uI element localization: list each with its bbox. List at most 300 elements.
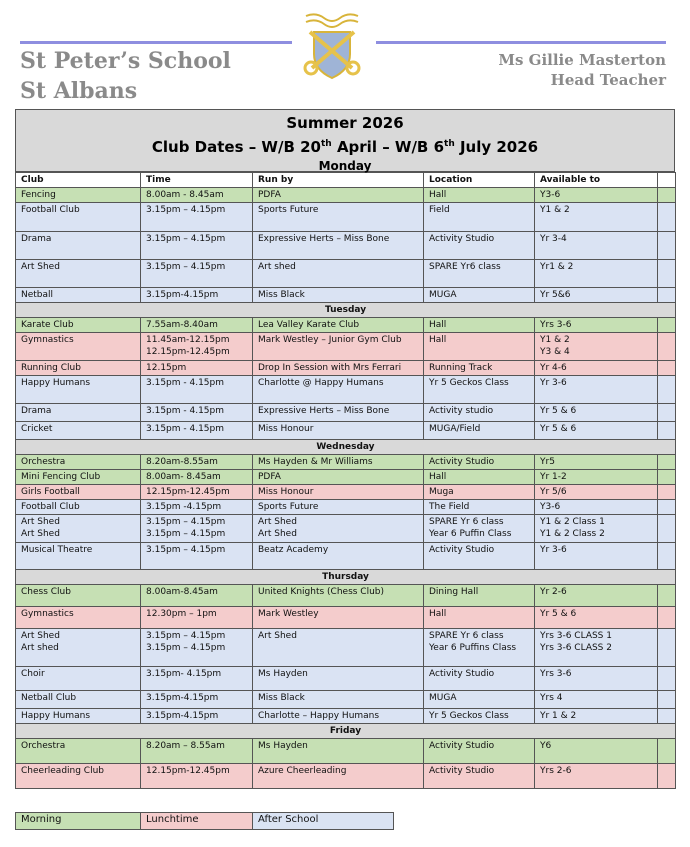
day-name: Thursday	[16, 570, 676, 585]
column-header: Location	[424, 173, 535, 188]
cell-blank	[658, 500, 676, 515]
school-name-line2: St Albans	[20, 78, 138, 104]
day-header-row	[16, 303, 676, 318]
legend-after-school: After School	[253, 813, 394, 830]
cell-loc	[424, 543, 535, 570]
cell-avail	[535, 607, 658, 629]
time-text: 8.00am - 8.45am	[146, 190, 224, 200]
cell-blank	[658, 764, 676, 789]
run-text: Miss Honour	[258, 424, 314, 434]
club-row	[16, 404, 676, 422]
avail-text: Yrs 3-6	[540, 320, 572, 330]
cell-club	[16, 260, 141, 288]
time-text: 3.15pm – 4.15pm	[146, 205, 226, 215]
cell-run	[253, 629, 424, 667]
club-row	[16, 188, 676, 203]
cell-time	[141, 709, 253, 724]
club-row	[16, 667, 676, 691]
club-row	[16, 485, 676, 500]
cell-avail	[535, 764, 658, 789]
cell-club	[16, 709, 141, 724]
club-row	[16, 376, 676, 404]
cell-run	[253, 585, 424, 607]
cell-avail	[535, 739, 658, 764]
cell-run	[253, 232, 424, 260]
cell-club	[16, 543, 141, 570]
run-text: Beatz Academy	[258, 545, 329, 555]
loc-text: Field	[429, 205, 450, 215]
club-text: Happy Humans	[21, 378, 91, 388]
club-text: Art Shed	[21, 262, 60, 272]
time-text: 3.15pm – 4.15pm	[146, 262, 226, 272]
club-text: Gymnastics	[21, 335, 74, 345]
column-header: Club	[16, 173, 141, 188]
run-text: PDFA	[258, 472, 281, 482]
cell-club	[16, 470, 141, 485]
cell-avail	[535, 232, 658, 260]
cell-avail	[535, 455, 658, 470]
cell-loc	[424, 607, 535, 629]
club-text: Football Club	[21, 502, 80, 512]
avail-text: Yr 5 & 6	[540, 424, 577, 434]
cell-loc	[424, 739, 535, 764]
cell-club	[16, 585, 141, 607]
avail-text: Y1 & 2 Class 2	[540, 529, 605, 539]
cell-club	[16, 607, 141, 629]
cell-club	[16, 629, 141, 667]
legend-table	[15, 812, 394, 830]
run-text: Ms Hayden & Mr Williams	[258, 457, 373, 467]
cell-blank	[658, 607, 676, 629]
loc-text: Year 6 Puffins Class	[429, 643, 517, 653]
cell-club	[16, 485, 141, 500]
cell-club	[16, 333, 141, 361]
cell-time	[141, 470, 253, 485]
cell-blank	[658, 232, 676, 260]
cell-time	[141, 203, 253, 232]
schedule-title	[15, 109, 675, 172]
legend-lunchtime: Lunchtime	[141, 813, 253, 830]
head-teacher-name: Ms Gillie Masterton	[498, 51, 666, 69]
time-text: 3.15pm - 4.15pm	[146, 424, 225, 434]
cell-club	[16, 515, 141, 543]
cell-blank	[658, 691, 676, 709]
legend	[15, 812, 394, 830]
cell-avail	[535, 667, 658, 691]
cell-run	[253, 203, 424, 232]
cell-blank	[658, 485, 676, 500]
cell-club	[16, 288, 141, 303]
run-text: Mark Westley	[258, 609, 319, 619]
cell-avail	[535, 691, 658, 709]
run-text: United Knights (Chess Club)	[258, 587, 385, 597]
cell-run	[253, 288, 424, 303]
club-text: Choir	[21, 669, 45, 679]
avail-text: Yr 5 & 6	[540, 609, 577, 619]
cell-loc	[424, 629, 535, 667]
cell-avail	[535, 485, 658, 500]
cell-blank	[658, 260, 676, 288]
time-text: 3.15pm -4.15pm	[146, 502, 222, 512]
day-name: Wednesday	[16, 440, 676, 455]
cell-blank	[658, 667, 676, 691]
club-row	[16, 607, 676, 629]
loc-text: Muga	[429, 487, 454, 497]
cell-loc	[424, 318, 535, 333]
club-row	[16, 232, 676, 260]
avail-text: Y3-6	[540, 190, 561, 200]
cell-time	[141, 691, 253, 709]
avail-text: Y1 & 2	[540, 205, 570, 215]
cell-loc	[424, 333, 535, 361]
cell-loc	[424, 691, 535, 709]
cell-loc	[424, 404, 535, 422]
cell-run	[253, 333, 424, 361]
cell-blank	[658, 515, 676, 543]
club-text: Cricket	[21, 424, 53, 434]
club-text: Drama	[21, 406, 52, 416]
club-text: Art Shed	[21, 631, 60, 641]
cell-run	[253, 404, 424, 422]
run-text: Art Shed	[258, 517, 297, 527]
club-text: Girls Football	[21, 487, 80, 497]
run-text: Charlotte @ Happy Humans	[258, 378, 384, 388]
club-row	[16, 500, 676, 515]
cell-time	[141, 376, 253, 404]
cell-time	[141, 404, 253, 422]
club-text: Netball Club	[21, 693, 77, 703]
loc-text: Activity Studio	[429, 766, 495, 776]
school-name	[20, 46, 231, 106]
avail-text: Y1 & 2 Class 1	[540, 517, 605, 527]
cell-club	[16, 232, 141, 260]
time-text: 3.15pm – 4.15pm	[146, 517, 226, 527]
time-text: 7.55am-8.40am	[146, 320, 218, 330]
time-text: 3.15pm – 4.15pm	[146, 631, 226, 641]
club-row	[16, 585, 676, 607]
cell-run	[253, 485, 424, 500]
club-row	[16, 739, 676, 764]
cell-avail	[535, 260, 658, 288]
cell-avail	[535, 585, 658, 607]
time-text: 12.15pm-12.45pm	[146, 487, 230, 497]
avail-text: Y3-6	[540, 502, 561, 512]
cell-time	[141, 667, 253, 691]
cell-time	[141, 500, 253, 515]
cell-time	[141, 629, 253, 667]
cell-run	[253, 691, 424, 709]
loc-text: Hall	[429, 609, 447, 619]
cell-run	[253, 361, 424, 376]
cell-avail	[535, 500, 658, 515]
club-text: Art shed	[21, 643, 59, 653]
cell-club	[16, 318, 141, 333]
cell-club	[16, 188, 141, 203]
time-text: 12.15pm-12.45pm	[146, 347, 230, 357]
avail-text: Y6	[540, 741, 552, 751]
avail-text: Yr1 & 2	[540, 262, 574, 272]
cell-run	[253, 188, 424, 203]
cell-run	[253, 455, 424, 470]
avail-text: Yr 1 & 2	[540, 711, 577, 721]
avail-text: Yr 1-2	[540, 472, 567, 482]
run-text: Art Shed	[258, 631, 297, 641]
loc-text: Dining Hall	[429, 587, 479, 597]
club-text: Chess Club	[21, 587, 71, 597]
cell-blank	[658, 585, 676, 607]
loc-text: Activity Studio	[429, 545, 495, 555]
run-text: Expressive Herts – Miss Bone	[258, 406, 390, 416]
run-text: PDFA	[258, 190, 281, 200]
club-row	[16, 422, 676, 440]
club-text: Gymnastics	[21, 609, 74, 619]
club-row	[16, 333, 676, 361]
cell-time	[141, 455, 253, 470]
loc-text: Hall	[429, 190, 447, 200]
cell-loc	[424, 515, 535, 543]
club-row	[16, 709, 676, 724]
cell-blank	[658, 203, 676, 232]
time-text: 3.15pm- 4.15pm	[146, 669, 222, 679]
run-text: Mark Westley – Junior Gym Club	[258, 335, 402, 345]
cell-club	[16, 739, 141, 764]
cell-run	[253, 422, 424, 440]
cell-loc	[424, 709, 535, 724]
cell-avail	[535, 709, 658, 724]
time-text: 3.15pm – 4.15pm	[146, 643, 226, 653]
club-row	[16, 318, 676, 333]
club-row	[16, 361, 676, 376]
avail-text: Yr 5/6	[540, 487, 567, 497]
cell-run	[253, 764, 424, 789]
day-header-row	[16, 724, 676, 739]
time-text: 3.15pm-4.15pm	[146, 711, 219, 721]
cell-blank	[658, 361, 676, 376]
club-text: Cheerleading Club	[21, 766, 105, 776]
dates-part-c: July 2026	[454, 138, 539, 156]
cell-run	[253, 318, 424, 333]
cell-loc	[424, 260, 535, 288]
cell-club	[16, 422, 141, 440]
day-name: Friday	[16, 724, 676, 739]
cell-club	[16, 404, 141, 422]
club-schedule	[15, 109, 675, 789]
cell-blank	[658, 376, 676, 404]
dates-part-b: April – W/B 6	[331, 138, 445, 156]
avail-text: Yr 5&6	[540, 290, 571, 300]
time-text: 8.00am- 8.45am	[146, 472, 221, 482]
cell-avail	[535, 361, 658, 376]
club-text: Netball	[21, 290, 54, 300]
club-row	[16, 455, 676, 470]
cell-time	[141, 485, 253, 500]
time-text: 3.15pm-4.15pm	[146, 290, 219, 300]
loc-text: Activity Studio	[429, 741, 495, 751]
cell-loc	[424, 667, 535, 691]
avail-text: Yr 5 & 6	[540, 406, 577, 416]
cell-club	[16, 203, 141, 232]
column-header-row	[16, 173, 676, 188]
cell-avail	[535, 470, 658, 485]
cell-blank	[658, 739, 676, 764]
cell-time	[141, 515, 253, 543]
cell-avail	[535, 318, 658, 333]
cell-club	[16, 667, 141, 691]
run-text: Charlotte – Happy Humans	[258, 711, 380, 721]
header-rule-right	[376, 41, 666, 44]
time-text: 3.15pm – 4.15pm	[146, 529, 226, 539]
club-text: Art Shed	[21, 529, 60, 539]
loc-text: Activity Studio	[429, 669, 495, 679]
cell-avail	[535, 288, 658, 303]
cell-loc	[424, 585, 535, 607]
time-text: 8.00am-8.45am	[146, 587, 218, 597]
cell-avail	[535, 629, 658, 667]
club-text: Happy Humans	[21, 711, 91, 721]
club-text: Karate Club	[21, 320, 74, 330]
club-text: Art Shed	[21, 517, 60, 527]
run-text: Art shed	[258, 262, 296, 272]
run-text: Art Shed	[258, 529, 297, 539]
time-text: 8.20am – 8.55am	[146, 741, 225, 751]
cell-avail	[535, 188, 658, 203]
loc-text: The Field	[429, 502, 470, 512]
cell-time	[141, 764, 253, 789]
club-text: Running Club	[21, 363, 81, 373]
cell-loc	[424, 485, 535, 500]
run-text: Expressive Herts – Miss Bone	[258, 234, 390, 244]
avail-text: Yr 2-6	[540, 587, 567, 597]
loc-text: Yr 5 Geckos Class	[429, 711, 509, 721]
run-text: Ms Hayden	[258, 741, 308, 751]
cell-time	[141, 607, 253, 629]
time-text: 12.30pm – 1pm	[146, 609, 217, 619]
loc-text: SPARE Yr6 class	[429, 262, 501, 272]
head-teacher-title: Head Teacher	[550, 71, 666, 89]
cell-loc	[424, 203, 535, 232]
day-header-row	[16, 440, 676, 455]
header-rule-left	[20, 41, 292, 44]
run-text: Miss Black	[258, 290, 305, 300]
avail-text: Yrs 4	[540, 693, 563, 703]
cell-loc	[424, 232, 535, 260]
cell-run	[253, 709, 424, 724]
school-crest-icon	[300, 10, 364, 80]
avail-text: Y1 & 2	[540, 335, 570, 345]
run-text: Azure Cheerleading	[258, 766, 347, 776]
club-text: Fencing	[21, 190, 56, 200]
club-row	[16, 288, 676, 303]
avail-text: Yr 4-6	[540, 363, 567, 373]
time-text: 3.15pm - 4.15pm	[146, 406, 225, 416]
cell-club	[16, 691, 141, 709]
run-text: Miss Black	[258, 693, 305, 703]
loc-text: Activity Studio	[429, 234, 495, 244]
club-text: Drama	[21, 234, 52, 244]
cell-loc	[424, 470, 535, 485]
avail-text: Yrs 3-6 CLASS 1	[540, 631, 612, 641]
cell-blank	[658, 629, 676, 667]
cell-loc	[424, 500, 535, 515]
cell-loc	[424, 376, 535, 404]
head-teacher	[498, 50, 666, 90]
schedule-table	[15, 172, 676, 789]
cell-run	[253, 515, 424, 543]
cell-time	[141, 318, 253, 333]
cell-blank	[658, 543, 676, 570]
loc-text: SPARE Yr 6 class	[429, 517, 504, 527]
cell-run	[253, 470, 424, 485]
cell-loc	[424, 422, 535, 440]
cell-club	[16, 361, 141, 376]
column-header-blank	[658, 173, 676, 188]
cell-blank	[658, 470, 676, 485]
club-row	[16, 260, 676, 288]
run-text: Sports Future	[258, 205, 319, 215]
cell-blank	[658, 404, 676, 422]
cell-blank	[658, 288, 676, 303]
cell-club	[16, 500, 141, 515]
cell-blank	[658, 318, 676, 333]
club-row	[16, 629, 676, 667]
dates-sup-1: th	[321, 139, 332, 149]
column-header: Time	[141, 173, 253, 188]
cell-loc	[424, 288, 535, 303]
cell-loc	[424, 188, 535, 203]
cell-time	[141, 422, 253, 440]
avail-text: Y3 & 4	[540, 347, 570, 357]
cell-loc	[424, 455, 535, 470]
cell-blank	[658, 333, 676, 361]
cell-club	[16, 764, 141, 789]
cell-time	[141, 260, 253, 288]
avail-text: Yr 3-6	[540, 378, 567, 388]
run-text: Miss Honour	[258, 487, 314, 497]
cell-time	[141, 543, 253, 570]
cell-run	[253, 543, 424, 570]
loc-text: Running Track	[429, 363, 493, 373]
avail-text: Yrs 3-6 CLASS 2	[540, 643, 612, 653]
loc-text: Hall	[429, 320, 447, 330]
cell-avail	[535, 543, 658, 570]
run-text: Ms Hayden	[258, 669, 308, 679]
time-text: 3.15pm-4.15pm	[146, 693, 219, 703]
club-row	[16, 470, 676, 485]
loc-text: Hall	[429, 335, 447, 345]
cell-blank	[658, 188, 676, 203]
avail-text: Yrs 2-6	[540, 766, 572, 776]
time-text: 8.20am-8.55am	[146, 457, 218, 467]
avail-text: Yr 3-6	[540, 545, 567, 555]
cell-avail	[535, 515, 658, 543]
club-text: Football Club	[21, 205, 80, 215]
run-text: Drop In Session with Mrs Ferrari	[258, 363, 402, 373]
cell-run	[253, 376, 424, 404]
loc-text: Yr 5 Geckos Class	[429, 378, 509, 388]
cell-time	[141, 188, 253, 203]
run-text: Lea Valley Karate Club	[258, 320, 360, 330]
cell-loc	[424, 361, 535, 376]
cell-club	[16, 376, 141, 404]
schedule-dates	[16, 133, 674, 158]
cell-run	[253, 607, 424, 629]
club-text: Mini Fencing Club	[21, 472, 101, 482]
time-text: 12.15pm	[146, 363, 187, 373]
dates-part-a: Club Dates – W/B 20	[151, 138, 321, 156]
run-text: Sports Future	[258, 502, 319, 512]
avail-text: Yr5	[540, 457, 555, 467]
cell-run	[253, 260, 424, 288]
